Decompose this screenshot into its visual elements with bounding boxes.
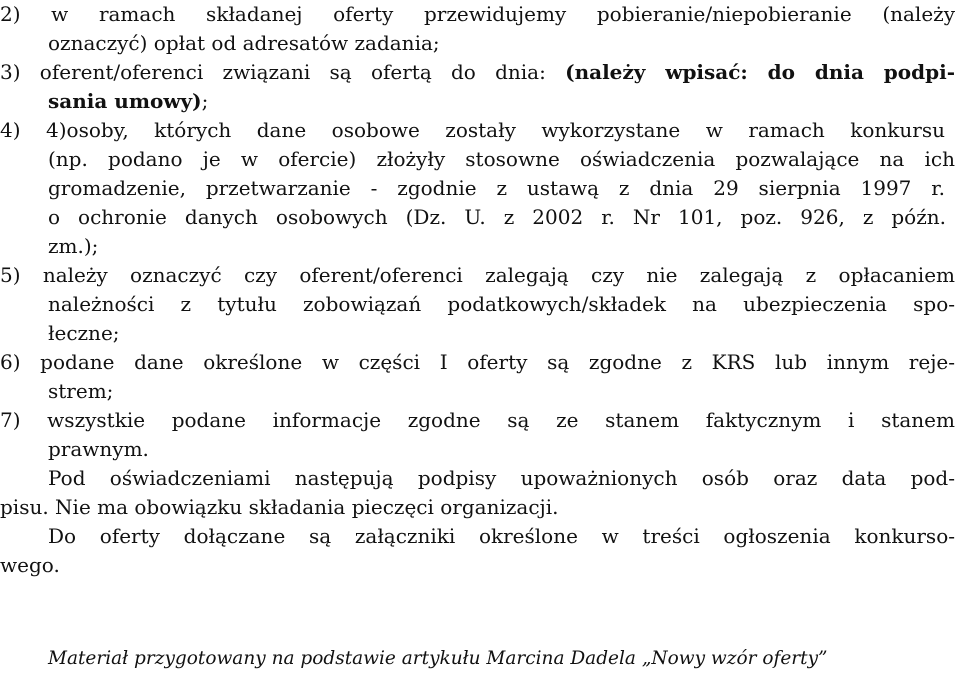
text-line: [0, 116, 945, 145]
text-line: [48, 435, 149, 464]
line-text-bold: (należy wpisać: do dnia podpi-: [565, 60, 955, 84]
line-text: gromadzenie, przetwarzanie - zgodnie z ustawą z dnia 29 sierpnia 1997 r.: [48, 176, 945, 200]
text-line: [0, 0, 955, 29]
text-line: [0, 261, 955, 290]
text-line: [0, 58, 955, 87]
line-text: 5) należy oznaczyć czy oferent/oferenci zalegają czy nie zalegają z opłacaniem: [0, 263, 955, 287]
line-text: łeczne;: [48, 321, 120, 345]
text-line: [48, 145, 955, 174]
line-text: prawnym.: [48, 437, 149, 461]
line-text: oznaczyć) opłat od adresatów zadania;: [48, 31, 440, 55]
text-line: [0, 348, 955, 377]
line-text: 6) podane dane określone w części I oferty są zgodne z KRS lub innym reje-: [0, 350, 955, 374]
line-text: 7) wszystkie podane informacje zgodne są ze stanem faktycznym i stanem: [0, 408, 955, 432]
line-text: Pod oświadczeniami następują podpisy upoważnionych osób oraz data pod-: [48, 466, 955, 490]
text-line: [48, 232, 98, 261]
line-text: należności z tytułu zobowiązań podatkowych/składek na ubezpieczenia spo-: [48, 292, 955, 316]
text-line: [48, 203, 946, 232]
text-line: [0, 493, 558, 522]
text-line: [48, 87, 208, 116]
text-line: [48, 522, 955, 551]
line-text: Do oferty dołączane są załączniki określone w treści ogłoszenia konkurso-: [48, 524, 955, 548]
text-line: [48, 29, 440, 58]
line-text: wego.: [0, 553, 60, 577]
text-line: [0, 406, 955, 435]
text-line: [48, 290, 955, 319]
line-text-mixed: [0, 58, 955, 87]
text-line: [48, 377, 113, 406]
line-text: 3) oferent/oferenci związani są ofertą do dnia:: [0, 60, 566, 84]
line-text: 4) 4)osoby, których dane osobowe zostały wykorzystane w ramach konkursu: [0, 118, 945, 142]
text-line: [0, 551, 60, 580]
line-text: zm.);: [48, 234, 99, 258]
text-line: [48, 319, 120, 348]
footer-note: Materiał przygotowany na podstawie artykułu Marcina Dadela „Nowy wzór oferty”: [48, 648, 828, 669]
line-text: strem;: [48, 379, 114, 403]
line-text-bold: sania umowy): [48, 89, 202, 113]
text-line: [48, 464, 955, 493]
line-text: pisu. Nie ma obowiązku składania pieczęci organizacji.: [0, 495, 559, 519]
line-text: (np. podano je w ofercie) złożyły stosowne oświadczenia pozwalające na ich: [48, 147, 955, 171]
line-text: 2) w ramach składanej oferty przewidujemy pobieranie/niepobieranie (należy: [0, 2, 955, 26]
line-text: o ochronie danych osobowych (Dz. U. z 2002 r. Nr 101, poz. 926, z późn.: [48, 205, 946, 229]
text-line: [48, 174, 945, 203]
line-text: ;: [201, 89, 209, 113]
